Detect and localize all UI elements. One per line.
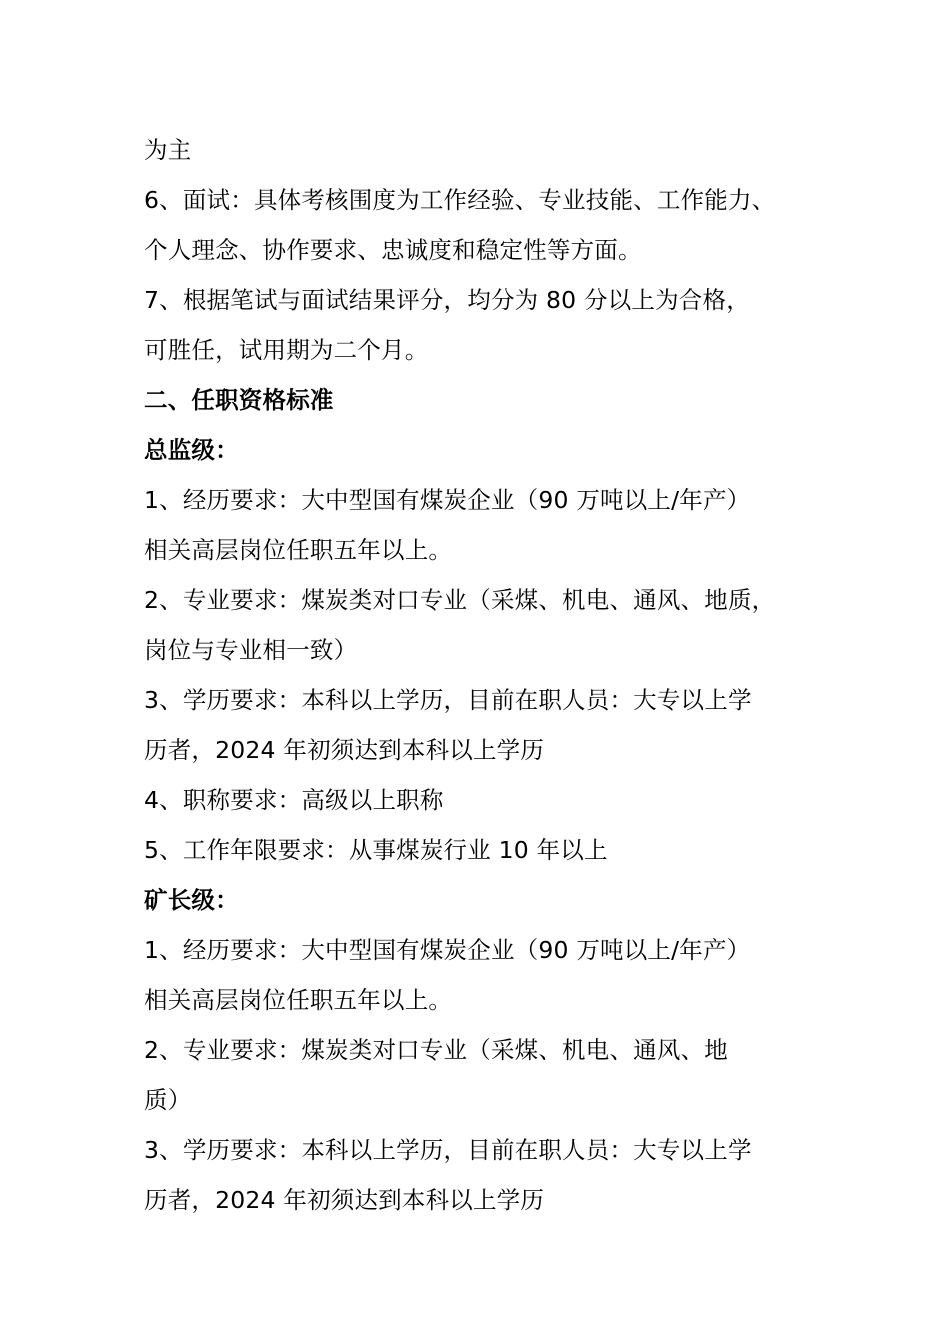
director-major-cont: 岗位与专业相一致） bbox=[144, 636, 358, 664]
section-heading: 二、任职资格标准 bbox=[144, 386, 334, 414]
subsection-heading-mine-manager: 矿长级： bbox=[144, 886, 239, 914]
director-education: 3、学历要求：本科以上学历，目前在职人员：大专以上学 bbox=[144, 686, 752, 714]
manager-experience-cont: 相关高层岗位任职五年以上。 bbox=[144, 986, 453, 1014]
director-major: 2、专业要求：煤炭类对口专业（采煤、机电、通风、地质， bbox=[144, 586, 776, 614]
manager-education-cont: 历者，2024 年初须达到本科以上学历 bbox=[144, 1186, 545, 1214]
list-item-scoring: 7、根据笔试与面试结果评分，均分为 80 分以上为合格， bbox=[144, 286, 750, 314]
list-item-interview-cont: 个人理念、协作要求、忠诚度和稳定性等方面。 bbox=[144, 236, 642, 264]
manager-major: 2、专业要求：煤炭类对口专业（采煤、机电、通风、地 bbox=[144, 1036, 728, 1064]
director-education-cont: 历者，2024 年初须达到本科以上学历 bbox=[144, 736, 545, 764]
paragraph-continuation: 为主 bbox=[144, 136, 192, 164]
list-item-interview: 6、面试：具体考核围度为工作经验、专业技能、工作能力、 bbox=[144, 186, 776, 214]
manager-education: 3、学历要求：本科以上学历，目前在职人员：大专以上学 bbox=[144, 1136, 752, 1164]
director-title: 4、职称要求：高级以上职称 bbox=[144, 786, 444, 814]
director-experience: 1、经历要求：大中型国有煤炭企业（90 万吨以上/年产） bbox=[144, 486, 751, 514]
director-experience-cont: 相关高层岗位任职五年以上。 bbox=[144, 536, 453, 564]
document-page bbox=[144, 125, 844, 1225]
subsection-heading-director: 总监级： bbox=[144, 436, 239, 464]
manager-experience: 1、经历要求：大中型国有煤炭企业（90 万吨以上/年产） bbox=[144, 936, 751, 964]
manager-major-cont: 质） bbox=[144, 1086, 192, 1114]
list-item-scoring-cont: 可胜任，试用期为二个月。 bbox=[144, 336, 429, 364]
director-years: 5、工作年限要求：从事煤炭行业 10 年以上 bbox=[144, 836, 608, 864]
